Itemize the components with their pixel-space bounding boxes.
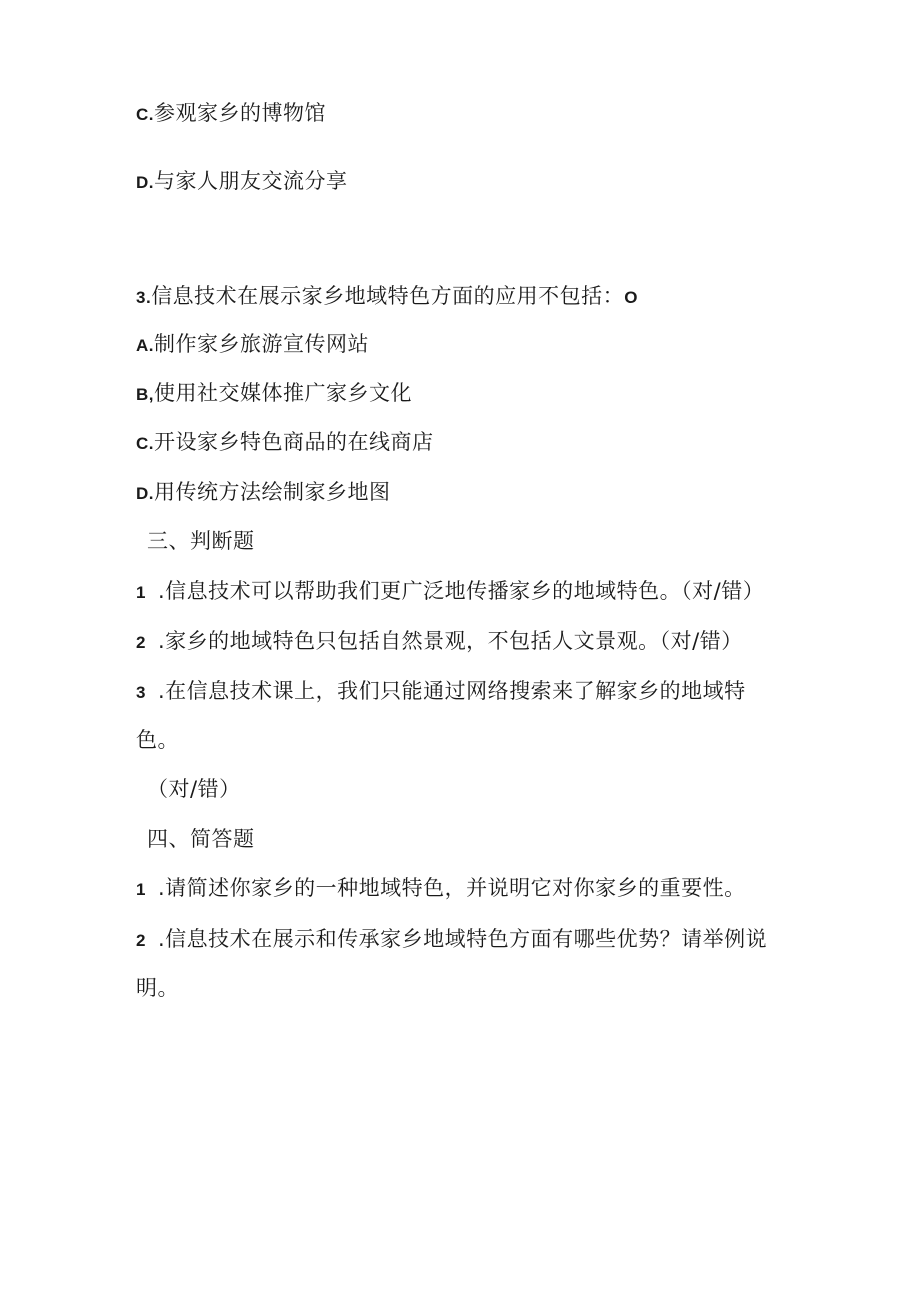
option-text: 用传统方法绘制家乡地图 bbox=[154, 480, 391, 504]
question-number: 3. bbox=[136, 288, 152, 307]
list-item bbox=[136, 576, 764, 608]
option-text: 与家人朋友交流分享 bbox=[154, 169, 348, 193]
list-item bbox=[136, 924, 767, 956]
option-a bbox=[136, 329, 369, 361]
item-number: 2 bbox=[136, 931, 146, 950]
option-text: 参观家乡的博物馆 bbox=[154, 101, 326, 125]
item-number: 1 bbox=[136, 583, 146, 602]
option-marker: C. bbox=[136, 105, 154, 124]
item-answer: （对/错） bbox=[147, 777, 241, 801]
section-heading-short-answer: 四、简答题 bbox=[147, 827, 255, 851]
option-b bbox=[136, 378, 412, 410]
item-text: .信息技术可以帮助我们更广泛地传播家乡的地域特色。（对/错） bbox=[158, 579, 765, 603]
item-text: .家乡的地域特色只包括自然景观，不包括人文景观。（对/错） bbox=[158, 629, 743, 653]
option-d bbox=[136, 477, 391, 509]
list-item bbox=[136, 676, 746, 708]
option-c bbox=[136, 427, 434, 459]
option-marker: D. bbox=[136, 484, 154, 503]
item-text: .信息技术在展示和传承家乡地域特色方面有哪些优势？请举例说 bbox=[158, 927, 768, 951]
item-text: .在信息技术课上，我们只能通过网络搜索来了解家乡的地域特 bbox=[158, 679, 746, 703]
option-marker: B, bbox=[136, 385, 154, 404]
question-3 bbox=[136, 281, 638, 313]
option-c bbox=[136, 98, 326, 130]
item-number: 3 bbox=[136, 683, 146, 702]
item-number: 1 bbox=[136, 880, 146, 899]
item-text-continuation: 色。 bbox=[136, 728, 179, 752]
option-d bbox=[136, 166, 348, 198]
item-text-continuation: 明。 bbox=[136, 976, 179, 1000]
section-heading-true-false: 三、判断题 bbox=[147, 529, 255, 553]
answer-blank: O bbox=[624, 288, 638, 307]
option-marker: C. bbox=[136, 434, 154, 453]
item-text: .请简述你家乡的一种地域特色，并说明它对你家乡的重要性。 bbox=[158, 876, 746, 900]
item-number: 2 bbox=[136, 633, 146, 652]
list-item bbox=[136, 873, 746, 905]
question-stem: 信息技术在展示家乡地域特色方面的应用不包括： bbox=[151, 284, 625, 308]
option-text: 制作家乡旅游宣传网站 bbox=[154, 332, 369, 356]
list-item bbox=[136, 626, 743, 658]
option-marker: A. bbox=[136, 336, 154, 355]
option-text: 开设家乡特色商品的在线商店 bbox=[154, 430, 434, 454]
option-marker: D. bbox=[136, 173, 154, 192]
option-text: 使用社交媒体推广家乡文化 bbox=[154, 381, 412, 405]
